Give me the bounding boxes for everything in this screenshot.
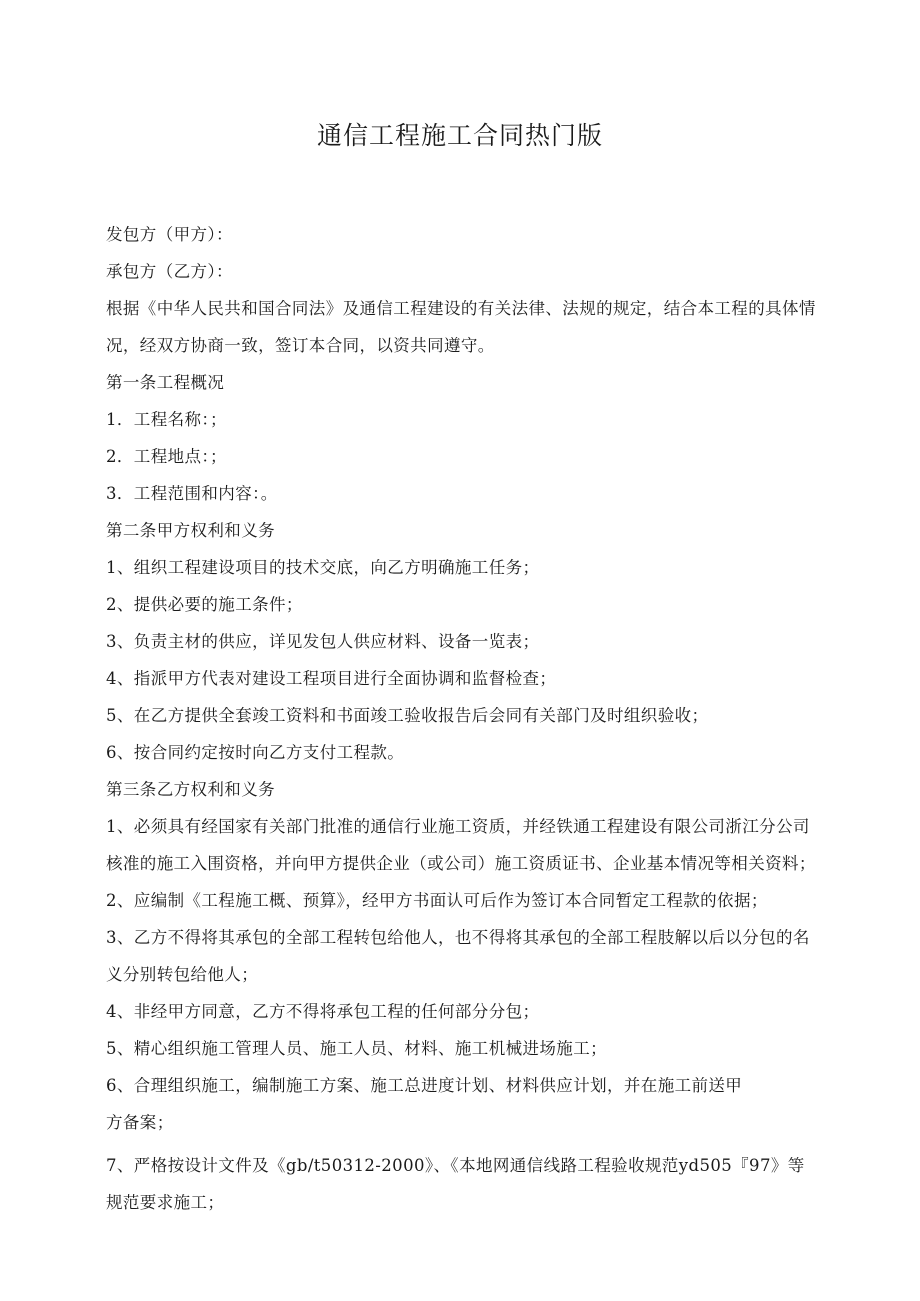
paragraph-line: 核准的施工入围资格，并向甲方提供企业（或公司）施工资质证书、企业基本情况等相关资料； [106,854,816,873]
paragraph-line: 3、乙方不得将其承包的全部工程转包给他人，也不得将其承包的全部工程肢解以后以分包的名 [106,928,810,947]
paragraph-line: 1、必须具有经国家有关部门批准的通信行业施工资质，并经铁通工程建设有限公司浙江分公司 [106,817,810,836]
document-body [106,216,826,1221]
paragraph-line: 1、组织工程建设项目的技术交底，向乙方明确施工任务； [106,558,540,577]
paragraph-line: 2．工程地点：； [106,447,227,466]
paragraph-line: 7、严格按设计文件及《gb/t50312-2000》、《本地网通信线路工程验收规范yd505『97》等 [106,1156,805,1175]
paragraph-line: 4、指派甲方代表对建设工程项目进行全面协调和监督检查； [106,669,557,688]
paragraph-line: 根据《中华人民共和国合同法》及通信工程建设的有关法律、法规的规定，结合本工程的具体情 [106,299,816,318]
paragraph-line: 方备案； [106,1113,174,1132]
paragraph-line: 2、提供必要的施工条件； [106,595,303,614]
paragraph-line: 6、合理组织施工，编制施工方案、施工总进度计划、材料供应计划，并在施工前送甲 [106,1076,743,1095]
paragraph-line: 义分别转包给他人； [106,965,259,984]
paragraph-line: 1．工程名称：； [106,410,227,429]
paragraph-line: 6、按合同约定按时向乙方支付工程款。 [106,743,405,762]
paragraph-line: 况，经双方协商一致，签订本合同，以资共同遵守。 [106,336,495,355]
paragraph-line: 3、负责主材的供应，详见发包人供应材料、设备一览表； [106,632,540,651]
section-heading: 第三条乙方权利和义务 [106,780,275,799]
document-title: 通信工程施工合同热门版 [316,121,603,150]
paragraph-line: 4、非经甲方同意，乙方不得将承包工程的任何部分分包； [106,1002,540,1021]
section-heading: 第二条甲方权利和义务 [106,521,275,540]
section-heading: 第一条工程概况 [106,373,225,392]
paragraph-line: 承包方（乙方）： [106,262,233,281]
paragraph-line: 发包方（甲方）： [106,225,233,244]
paragraph-line: 3．工程范围和内容：。 [106,484,278,503]
paragraph-line: 5、在乙方提供全套竣工资料和书面竣工验收报告后会同有关部门及时组织验收； [106,706,709,725]
paragraph-line: 5、精心组织施工管理人员、施工人员、材料、施工机械进场施工； [106,1039,607,1058]
paragraph-line: 规范要求施工； [106,1193,225,1212]
paragraph-line: 2、应编制《工程施工概、预算》，经甲方书面认可后作为签订本合同暂定工程款的依据； [106,891,768,910]
